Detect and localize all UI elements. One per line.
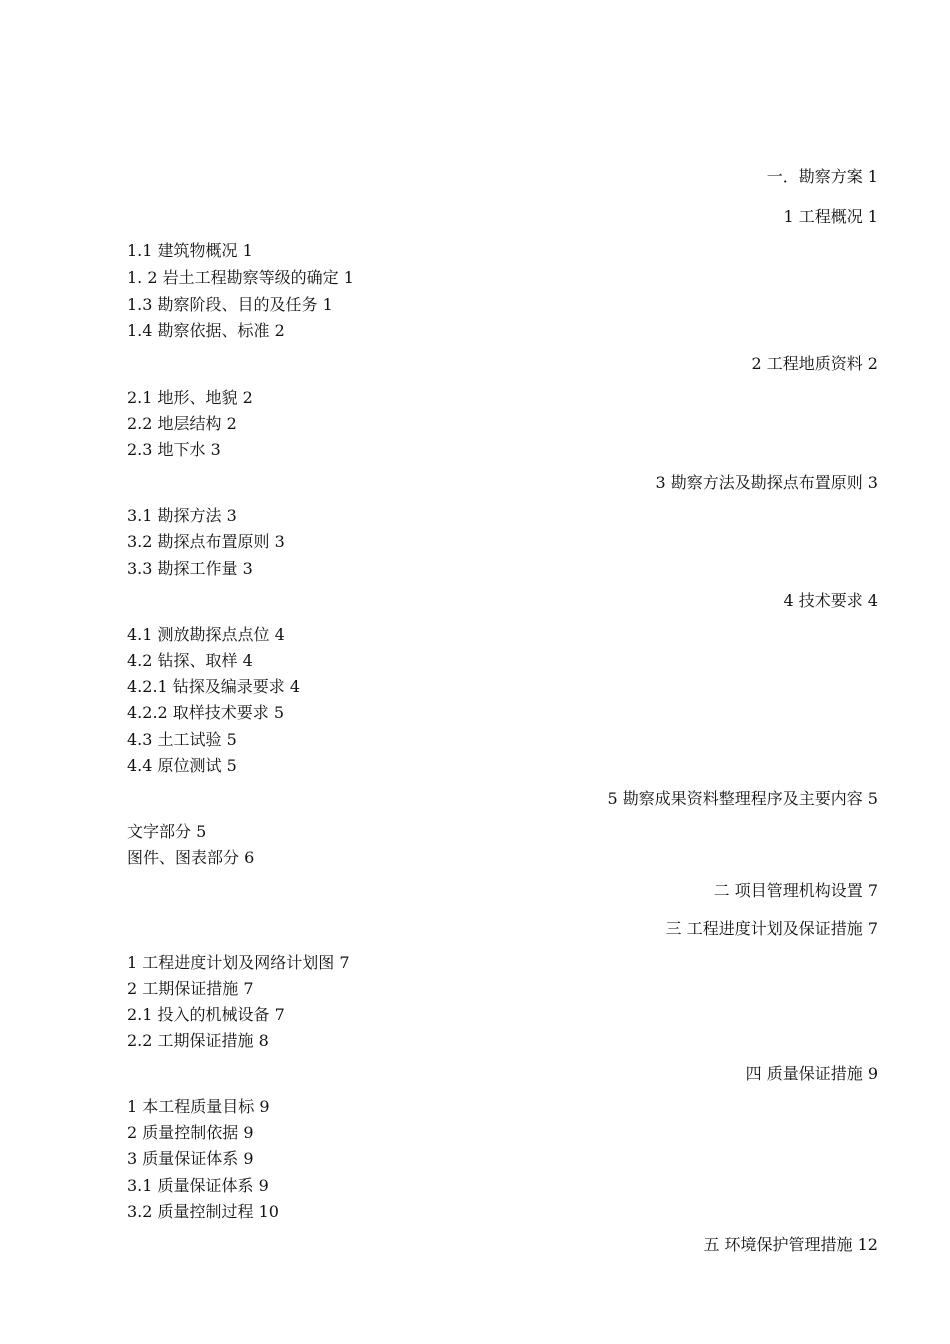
toc-entry-subsection: 2.2 工期保证措施 8: [127, 1031, 269, 1050]
toc-entry-subsection: 1 本工程质量目标 9: [127, 1097, 270, 1116]
toc-entry-subsection: 2.1 投入的机械设备 7: [127, 1005, 285, 1024]
toc-entry-subsection: 4.1 测放勘探点点位 4: [127, 625, 285, 644]
toc-entry-subsection: 2.2 地层结构 2: [127, 414, 237, 433]
toc-entry-subsection: 2.3 地下水 3: [127, 440, 221, 459]
toc-entry-subsection: 2.1 地形、地貌 2: [127, 388, 253, 407]
toc-entry-heading: 二 项目管理机构设置 7: [713, 881, 878, 900]
toc-entry-subsection: 文字部分 5: [127, 822, 207, 841]
toc-entry-subsection: 4.2.1 钻探及编录要求 4: [127, 677, 301, 696]
toc-entry-subsection: 1. 2 岩土工程勘察等级的确定 1: [127, 268, 354, 287]
toc-entry-subsection: 3.2 勘探点布置原则 3: [127, 532, 285, 551]
toc-entry-heading: 五 环境保护管理措施 12: [703, 1235, 878, 1254]
toc-entry-subsection: 1 工程进度计划及网络计划图 7: [127, 953, 350, 972]
toc-entry-subsection: 4.2 钻探、取样 4: [127, 651, 253, 670]
toc-entry-subsection: 4.2.2 取样技术要求 5: [127, 703, 285, 722]
toc-entry-subsection: 图件、图表部分 6: [127, 848, 255, 867]
toc-entry-section: 2 工程地质资料 2: [751, 354, 878, 373]
toc-entry-section: 3 勘察方法及勘探点布置原则 3: [655, 473, 878, 492]
toc-entry-heading: 四 质量保证措施 9: [745, 1064, 878, 1083]
toc-entry-section: 4 技术要求 4: [783, 591, 878, 610]
toc-entry-subsection: 4.3 土工试验 5: [127, 730, 237, 749]
toc-entry-section: 5 勘察成果资料整理程序及主要内容 5: [607, 789, 878, 808]
toc-entry-subsection: 2 质量控制依据 9: [127, 1123, 254, 1142]
toc-entry-heading: 三 工程进度计划及保证措施 7: [665, 919, 878, 938]
toc-entry-subsection: 1.3 勘察阶段、目的及任务 1: [127, 295, 333, 314]
toc-entry-subsection: 4.4 原位测试 5: [127, 756, 237, 775]
toc-entry-subsection: 3.1 勘探方法 3: [127, 506, 237, 525]
toc-entry-subsection: 3 质量保证体系 9: [127, 1149, 254, 1168]
toc-entry-subsection: 3.2 质量控制过程 10: [127, 1202, 279, 1221]
toc-entry-subsection: 3.1 质量保证体系 9: [127, 1176, 269, 1195]
toc-entry-heading: 一．勘察方案 1: [766, 167, 878, 186]
toc-entry-subsection: 2 工期保证措施 7: [127, 979, 254, 998]
toc-entry-subsection: 1.4 勘察依据、标准 2: [127, 321, 285, 340]
toc-entry-subsection: 3.3 勘探工作量 3: [127, 559, 253, 578]
toc-entry-subsection: 1.1 建筑物概况 1: [127, 241, 253, 260]
toc-entry-section: 1 工程概况 1: [783, 207, 878, 226]
